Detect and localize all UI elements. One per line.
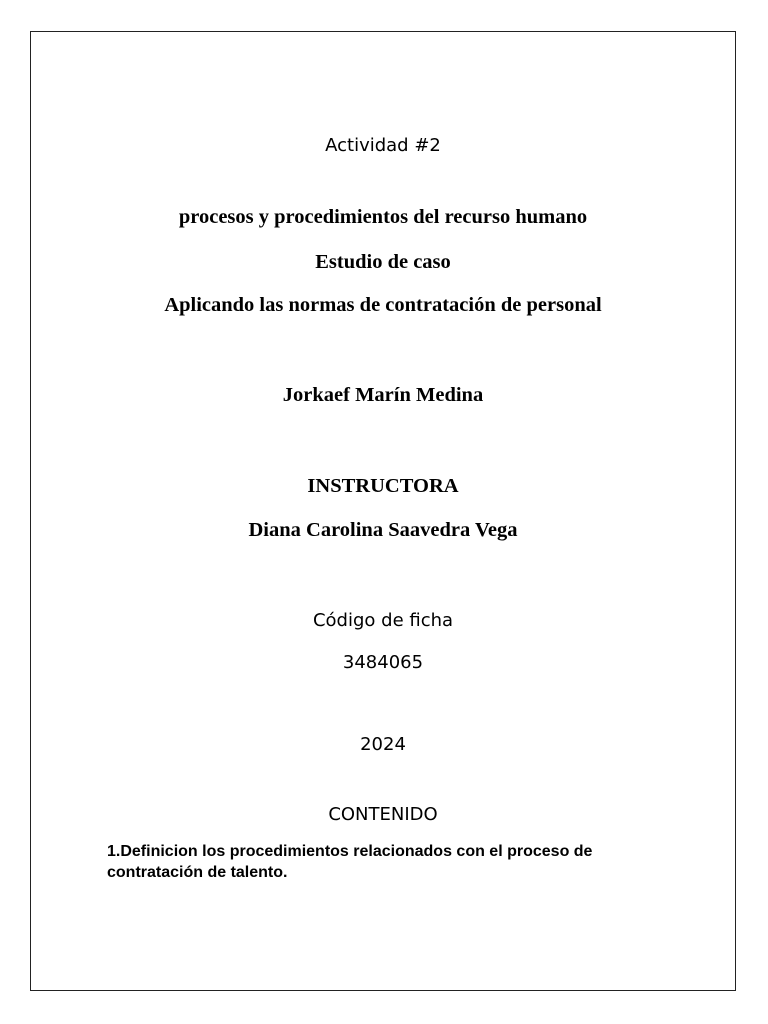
document-page <box>30 31 736 991</box>
code-value: 3484065 <box>342 652 424 673</box>
year: 2024 <box>360 734 406 755</box>
instructor-label: INSTRUCTORA <box>307 475 459 497</box>
code-label: Código de ficha <box>312 610 454 631</box>
title-line-3: Aplicando las normas de contratación de personal <box>164 294 602 316</box>
author-name: Jorkaef Marín Medina <box>282 384 484 406</box>
title-line-1: procesos y procedimientos del recurso humano <box>178 206 588 228</box>
contents-item-1: 1.Definicion los procedimientos relacionados con el proceso de contratación de talento. <box>107 843 593 881</box>
title-line-2: Estudio de caso <box>315 251 451 273</box>
activity-label: Actividad #2 <box>325 135 441 156</box>
contents-heading: CONTENIDO <box>328 804 438 825</box>
instructor-name: Diana Carolina Saavedra Vega <box>248 519 518 541</box>
